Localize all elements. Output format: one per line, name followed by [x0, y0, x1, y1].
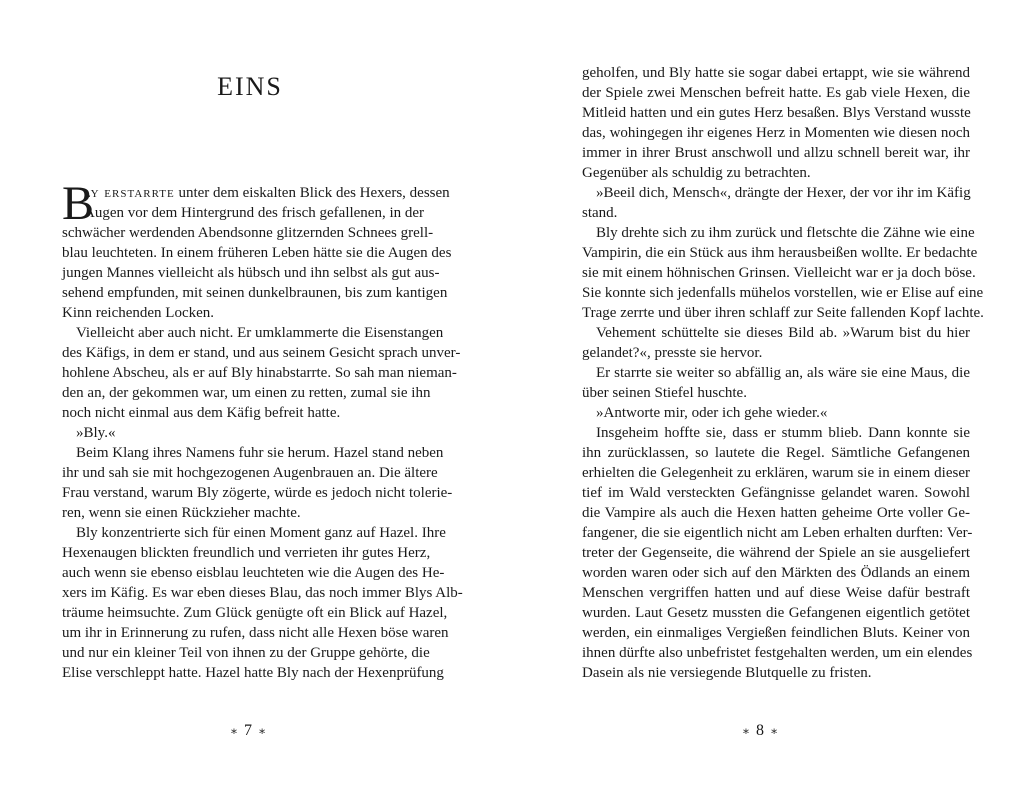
text-line: wurden. Laut Gesetz mussten die Gefangenen eigentlich getötet	[582, 605, 970, 621]
text-line: Augen vor dem Hintergrund des frisch gefallenen, in der	[84, 205, 425, 221]
text-line-rest: unter dem eiskalten Blick des Hexers, dessen	[174, 185, 450, 201]
text-line: xers im Käfig. Es war eben dieses Blau, das noch immer Blys Alb-	[62, 585, 463, 601]
text-line: Gegenüber als schuldig zu betrachten.	[582, 165, 811, 181]
drop-cap: B	[62, 177, 95, 230]
page-number-right	[710, 722, 810, 740]
text-line: der Spiele zwei Menschen befreit hatte. Es gab viele Hexen, die	[582, 85, 970, 101]
text-line: Elise verschleppt hatte. Hazel hatte Bly nach der Hexenprüfung	[62, 665, 444, 681]
text-line: träume heimsuchte. Zum Glück genügte oft ein Blick auf Hazel,	[62, 605, 448, 621]
text-line: Vielleicht aber auch nicht. Er umklammerte die Eisenstangen	[76, 325, 444, 341]
text-line: noch nicht einmal aus dem Käfig befreit hatte.	[62, 405, 341, 421]
text-line: fangener, die sie eigentlich nicht am Leben erhalten durften: Ver-	[582, 525, 973, 541]
text-line: treter der Gegenseite, die während der Spiele an sie ausgeliefert	[582, 545, 970, 561]
text-line: Beim Klang ihres Namens fuhr sie herum. Hazel stand neben	[76, 445, 444, 461]
text-line: hohlene Abscheu, als er auf Bly hinabstarrte. So sah man nieman-	[62, 365, 457, 381]
text-line: über seinen Stiefel huschte.	[582, 385, 747, 401]
opening-smallcaps: ly erstarrte	[84, 185, 175, 201]
text-line: tief im Wald versteckten Gefängnisse gelandet waren. Sowohl	[582, 485, 970, 501]
page-number: 7	[244, 722, 252, 739]
page-number-left	[198, 722, 298, 740]
text-line: »Antworte mir, oder ich gehe wieder.«	[596, 405, 828, 421]
text-line: »Bly.«	[76, 425, 116, 441]
ornament-star: ∗	[258, 724, 267, 738]
text-line: blau leuchteten. In einem früheren Leben hätte sie die Augen des	[62, 245, 452, 261]
text-line: schwächer werdenden Abendsonne glitzernden Schnees grell-	[62, 225, 434, 241]
text-line: Dasein als nie versiegende Blutquelle zu fristen.	[582, 665, 872, 681]
text-line: Mitleid hatten und ein gutes Herz besaßen. Blys Verstand wusste	[582, 105, 971, 121]
text-line: »Beeil dich, Mensch«, drängte der Hexer, der vor ihr im Käfig	[596, 185, 971, 201]
text-line: Hexenaugen blickten freundlich und verrieten ihr gutes Herz,	[62, 545, 431, 561]
ornament-star: ∗	[741, 724, 750, 738]
text-line: geholfen, und Bly hatte sie sogar dabei ertappt, wie sie während	[582, 65, 970, 81]
text-line: das, wohingegen ihr eigenes Herz in Momenten wie diesen noch	[582, 125, 970, 141]
text-line: Menschen vergriffen hatten und auf diese Weise dafür bestraft	[582, 585, 970, 601]
ornament-star: ∗	[770, 724, 779, 738]
text-line: Bly konzentrierte sich für einen Moment ganz auf Hazel. Ihre	[76, 525, 446, 541]
text-line: gelandet?«, presste sie hervor.	[582, 345, 763, 361]
text-line: erhielten die Gelegenheit zu erklären, warum sie in einem dieser	[582, 465, 970, 481]
text-line: Kinn reichenden Locken.	[62, 305, 215, 321]
text-line: ihn zurücklassen, so lautete die Regel. Sämtliche Gefangenen	[582, 445, 970, 461]
left-page-text	[62, 177, 463, 683]
chapter-title: EINS	[217, 72, 283, 101]
text-line: Sie konnte sich jedenfalls mühelos vorstellen, wie er Elise auf eine	[582, 285, 984, 301]
text-line: Vampirin, die ein Stück aus ihm herausbeißen wollte. Er bedachte	[582, 245, 978, 261]
text-line: sie mit einem höhnischen Grinsen. Vielleicht war er ja doch böse.	[582, 265, 976, 281]
text-line: worden waren oder sich auf den Märkten des Ödlands an einem	[582, 565, 970, 581]
text-line: auch wenn sie ebenso eisblau leuchteten wie die Augen des He-	[62, 565, 445, 581]
opening-paragraph-start	[62, 177, 450, 230]
text-line: die Vampire als auch die Hexen hatten geheime Orte voller Ge-	[582, 505, 970, 521]
right-page	[510, 0, 1020, 812]
text-line: und nur ein kleiner Teil von ihnen zu der Gruppe gehörte, die	[62, 645, 430, 661]
text-line: immer in ihrer Brust anschwoll und allzu schnell bereit war, ihr	[582, 145, 970, 161]
text-line: ren, wenn sie einen Rückzieher machte.	[62, 505, 301, 521]
page-number: 8	[756, 722, 764, 739]
text-line: werden, ein einmaliges Vergießen feindlichen Bluts. Keiner von	[582, 625, 970, 641]
text-line: sehend empfunden, mit seinen dunkelbraunen, bis zum kantigen	[62, 285, 448, 301]
ornament-star: ∗	[229, 724, 238, 738]
text-line: Insgeheim hoffte sie, dass er stumm blieb. Dann konnte sie	[596, 425, 970, 441]
text-line: des Käfigs, in dem er stand, und aus seinem Gesicht sprach unver-	[62, 345, 461, 361]
text-line: Trage zerrte und über ihren schlaff zur Seite fallenden Kopf lachte.	[582, 305, 984, 321]
text-line: ihr und sah sie mit hochgezogenen Augenbrauen an. Die ältere	[62, 465, 438, 481]
text-line	[62, 183, 450, 203]
text-line: Er starrte sie weiter so abfällig an, als wäre sie eine Maus, die	[596, 365, 970, 381]
text-line: den an, der gekommen war, um einen zu retten, zumal sie ihn	[62, 385, 431, 401]
right-page-text	[582, 63, 984, 683]
text-line: stand.	[582, 205, 618, 221]
text-line: Vehement schüttelte sie dieses Bild ab. »Warum bist du hier	[596, 325, 970, 341]
text-line: jungen Mannes vielleicht als hübsch und ihn selbst als gut aus-	[62, 265, 440, 281]
text-line: ihnen dürfte also unbefristet festgehalten werden, um ein elendes	[582, 645, 973, 661]
text-line: Bly drehte sich zu ihm zurück und fletschte die Zähne wie eine	[596, 225, 975, 241]
text-line: Frau verstand, warum Bly zögerte, würde es jedoch nicht tolerie-	[62, 485, 453, 501]
text-line: um ihr in Erinnerung zu rufen, dass nicht alle Hexen böse waren	[62, 625, 449, 641]
